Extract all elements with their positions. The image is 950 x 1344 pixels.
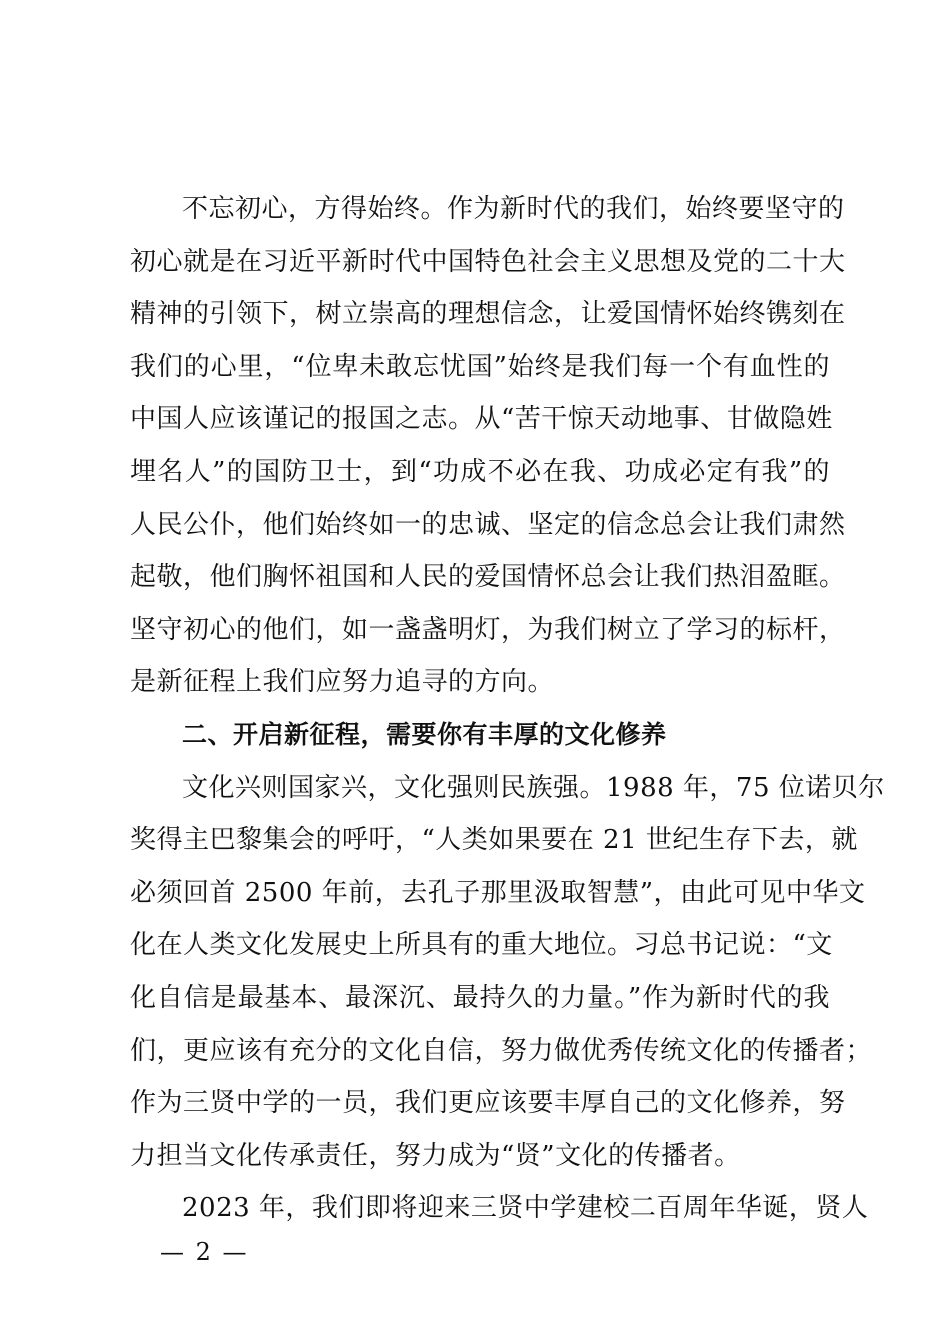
paragraph-line: 不忘初心，方得始终。作为新时代的我们，始终要坚守的 — [182, 194, 845, 224]
paragraph-line: 2023 年，我们即将迎来三贤中学建校二百周年华诞，贤人 — [182, 1193, 869, 1224]
paragraph-line: 我们的心里，“位卑未敢忘忧国”始终是我们每一个有血性的 — [130, 351, 830, 382]
paragraph-line: 起敬，他们胸怀祖国和人民的爱国情怀总会让我们热泪盈眶。 — [130, 562, 846, 593]
paragraph-line: 精神的引领下，树立崇高的理想信念，让爱国情怀始终镌刻在 — [130, 299, 846, 330]
paragraph-line: 文化兴则国家兴，文化强则民族强。1988 年，75 位诺贝尔 — [182, 772, 885, 803]
paragraph-line: 坚守初心的他们，如一盏盏明灯，为我们树立了学习的标杆， — [130, 614, 846, 645]
paragraph-line: 初心就是在习近平新时代中国特色社会主义思想及党的二十大 — [130, 246, 846, 277]
paragraph-line: 化在人类文化发展史上所具有的重大地位。习总书记说：“文 — [130, 930, 833, 961]
paragraph-line: 人民公仆，他们始终如一的忠诚、坚定的信念总会让我们肃然 — [130, 509, 846, 540]
paragraph-line: 们，更应该有充分的文化自信，努力做优秀传统文化的传播者； — [130, 1035, 873, 1066]
document-body — [130, 183, 885, 1235]
paragraph-line: 化自信是最基本、最深沉、最持久的力量。”作为新时代的我 — [130, 982, 830, 1013]
paragraph-line: 作为三贤中学的一员，我们更应该要丰厚自己的文化修养，努 — [130, 1088, 846, 1119]
paragraph-line: 埋名人”的国防卫士，到“功成不必在我、功成必定有我”的 — [130, 456, 830, 487]
paragraph-line: 必须回首 2500 年前，去孔子那里汲取智慧”，由此可见中华文 — [130, 877, 866, 908]
section-heading: 二、开启新征程，需要你有丰厚的文化修养 — [182, 719, 667, 749]
page-number: — 2 — — [160, 1238, 249, 1266]
paragraph-line: 奖得主巴黎集会的呼吁，“人类如果要在 21 世纪生存下去，就 — [130, 825, 858, 856]
paragraph-line: 中国人应该谨记的报国之志。从“苦干惊天动地事、甘做隐姓 — [130, 404, 833, 435]
paragraph-line: 力担当文化传承责任，努力成为“贤”文化的传播者。 — [130, 1140, 741, 1171]
paragraph-line: 是新征程上我们应努力追寻的方向。 — [130, 667, 555, 698]
